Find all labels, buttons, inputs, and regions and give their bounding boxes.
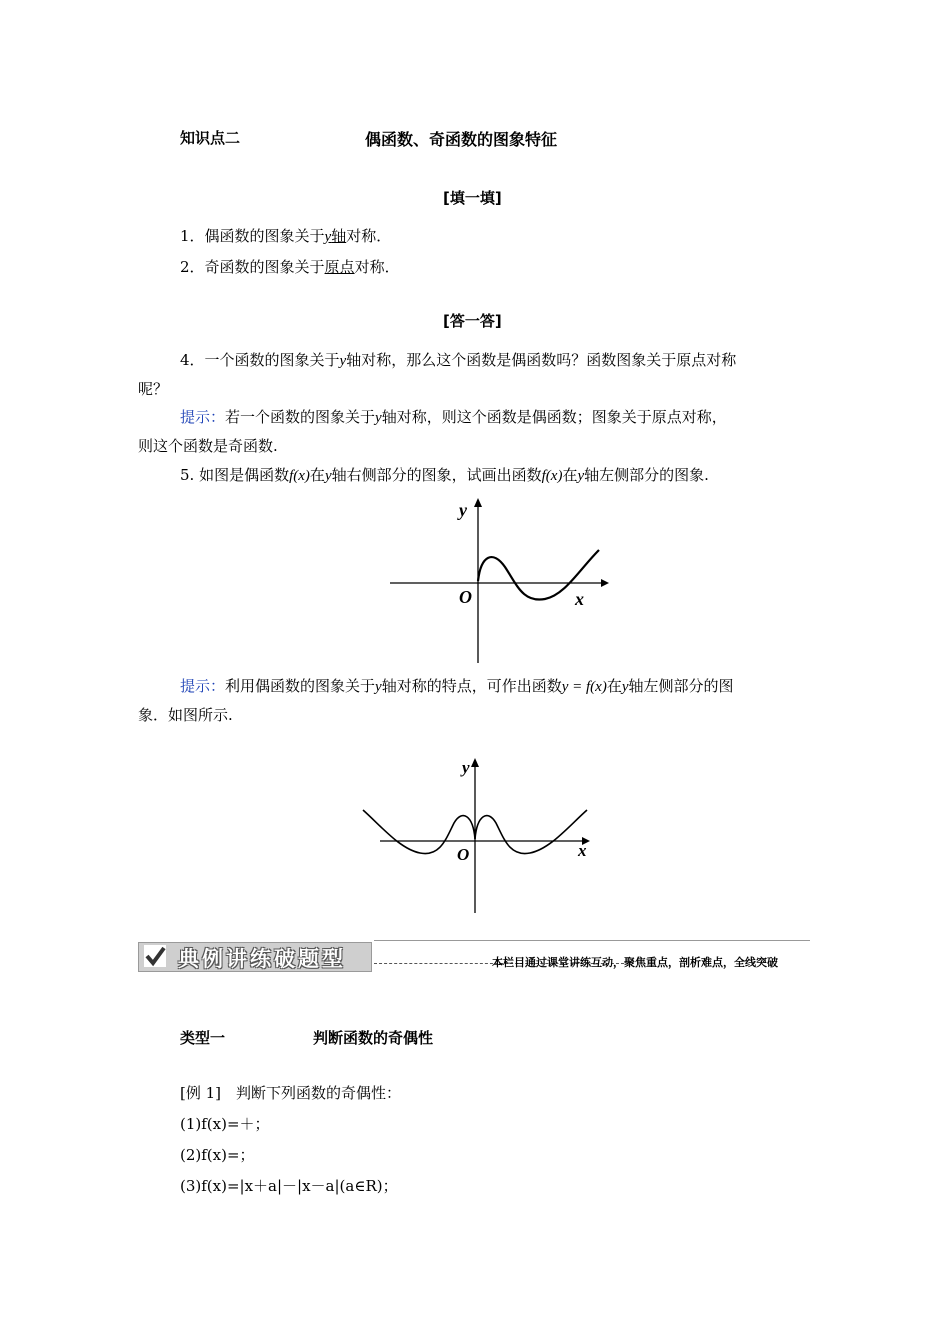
fill-item-1: 1．偶函数的图象关于y轴对称．	[180, 227, 392, 245]
hint-4-line2: 则这个函数是奇函数.	[138, 437, 278, 455]
banner-divider	[374, 940, 810, 941]
hint-4-line1: 提示：若一个函数的图象关于y轴对称，则这个函数是偶函数；图象关于原点对称，	[180, 408, 727, 426]
hint-label: 提示：	[180, 677, 226, 695]
graph-full-even	[360, 755, 600, 915]
graph-right-half	[385, 495, 615, 665]
axis-x-label: x	[575, 589, 584, 609]
section-label: 知识点二	[180, 129, 241, 147]
question-4-line1: 4．一个函数的图象关于y轴对称，那么这个函数是偶函数吗？函数图象关于原点对称	[180, 351, 737, 369]
hint-5-line2: 象．如图所示.	[138, 706, 233, 724]
fill-heading: [填一填]	[443, 189, 502, 207]
section-banner	[138, 940, 810, 974]
axis-y-label: y	[462, 758, 470, 777]
origin-label: O	[457, 845, 470, 864]
type-label: 类型一	[180, 1029, 226, 1047]
section-title: 偶函数、奇函数的图象特征	[365, 130, 558, 149]
hint-label: 提示：	[180, 408, 226, 426]
example-heading: [例 1] 判断下列函数的奇偶性：	[180, 1084, 402, 1102]
banner-note: 本栏目通过课堂讲练互动，聚焦重点，剖析难点，全线突破	[492, 956, 778, 969]
type-title: 判断函数的奇偶性	[313, 1029, 434, 1047]
example-part-1: (1)f(x)=＋；	[180, 1115, 270, 1133]
axis-y-label: y	[459, 500, 467, 520]
fill-item-2: 2．奇函数的图象关于原点对称．	[180, 258, 400, 276]
answer-heading: [答一答]	[443, 312, 502, 330]
axis-x-label: x	[578, 841, 587, 860]
example-part-2: (2)f(x)=；	[180, 1146, 255, 1164]
checkmark-icon	[144, 945, 166, 967]
banner-title: 典例讲练破题型	[178, 947, 346, 971]
example-part-3: (3)f(x)=|x＋a|－|x－a|(a∈R)；	[180, 1177, 398, 1195]
question-4-line2: 呢？	[138, 380, 169, 398]
hint-5-line1: 提示：利用偶函数的图象关于y轴对称的特点，可作出函数y = f(x)在y轴左侧部分的图	[180, 677, 734, 695]
origin-label: O	[459, 587, 472, 607]
question-5: 5. 如图是偶函数f(x)在y轴右侧部分的图象，试画出函数f(x)在y轴左侧部分的图象.	[180, 466, 709, 484]
